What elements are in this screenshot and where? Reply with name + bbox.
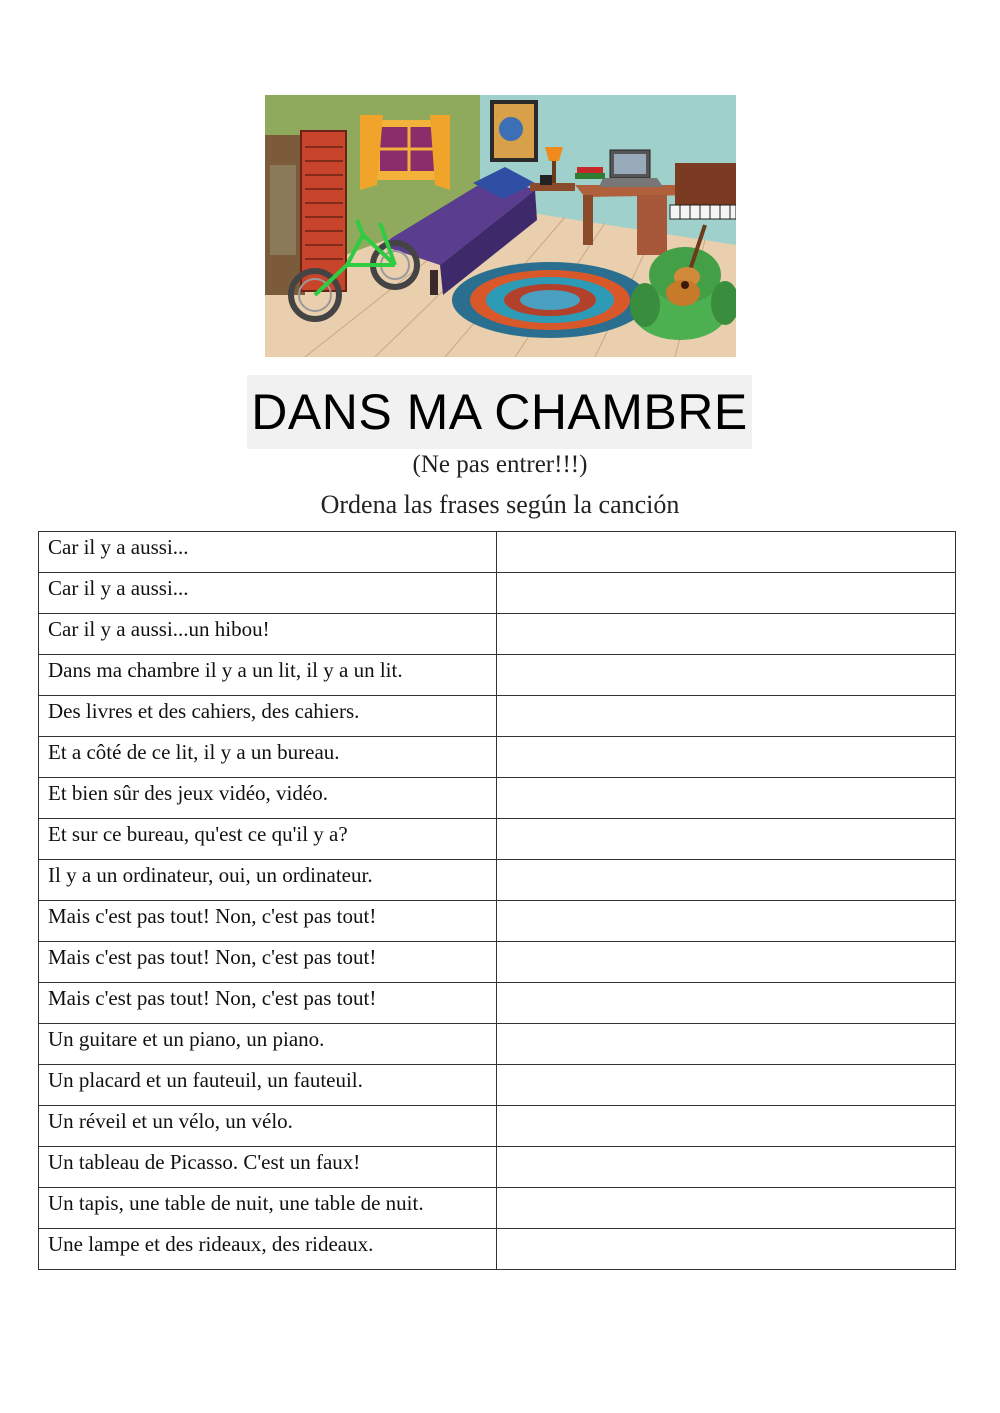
sentence-cell: Il y a un ordinateur, oui, un ordinateur.	[39, 860, 497, 901]
table-row	[39, 696, 956, 737]
sentence-cell: Un guitare et un piano, un piano.	[39, 1024, 497, 1065]
table-row	[39, 1024, 956, 1065]
answer-cell[interactable]	[497, 1147, 956, 1188]
answer-cell[interactable]	[497, 737, 956, 778]
title-background	[247, 375, 752, 449]
table-row	[39, 819, 956, 860]
answer-cell[interactable]	[497, 1188, 956, 1229]
sentence-cell: Et sur ce bureau, qu'est ce qu'il y a?	[39, 819, 497, 860]
sentence-cell: Dans ma chambre il y a un lit, il y a un lit.	[39, 655, 497, 696]
sentence-cell: Mais c'est pas tout! Non, c'est pas tout!	[39, 983, 497, 1024]
answer-cell[interactable]	[497, 655, 956, 696]
sentence-cell: Un tapis, une table de nuit, une table de nuit.	[39, 1188, 497, 1229]
sentence-cell: Un tableau de Picasso. C'est un faux!	[39, 1147, 497, 1188]
sentence-cell: Mais c'est pas tout! Non, c'est pas tout!	[39, 942, 497, 983]
table-row	[39, 901, 956, 942]
table-row	[39, 983, 956, 1024]
answer-cell[interactable]	[497, 983, 956, 1024]
table-row	[39, 532, 956, 573]
table-row	[39, 573, 956, 614]
sentence-cell: Car il y a aussi...	[39, 573, 497, 614]
table-row	[39, 1188, 956, 1229]
sentence-cell: Et bien sûr des jeux vidéo, vidéo.	[39, 778, 497, 819]
table-row	[39, 614, 956, 655]
table-row	[39, 942, 956, 983]
answer-cell[interactable]	[497, 1024, 956, 1065]
sentence-cell: Car il y a aussi...un hibou!	[39, 614, 497, 655]
sentence-order-table	[38, 531, 956, 1270]
table-row	[39, 1147, 956, 1188]
sentence-cell: Mais c'est pas tout! Non, c'est pas tout!	[39, 901, 497, 942]
answer-cell[interactable]	[497, 901, 956, 942]
page-title: DANS MA CHAMBRE	[251, 384, 748, 440]
sentence-cell: Des livres et des cahiers, des cahiers.	[39, 696, 497, 737]
table-row	[39, 860, 956, 901]
table-row	[39, 778, 956, 819]
table-row	[39, 737, 956, 778]
table-row	[39, 1229, 956, 1270]
answer-cell[interactable]	[497, 1065, 956, 1106]
answer-cell[interactable]	[497, 942, 956, 983]
answer-cell[interactable]	[497, 532, 956, 573]
sentence-cell: Un placard et un fauteuil, un fauteuil.	[39, 1065, 497, 1106]
bedroom-illustration	[265, 95, 736, 357]
answer-cell[interactable]	[497, 573, 956, 614]
answer-cell[interactable]	[497, 1106, 956, 1147]
table-row	[39, 1065, 956, 1106]
table-row	[39, 655, 956, 696]
sentence-cell: Car il y a aussi...	[39, 532, 497, 573]
page-subtitle: (Ne pas entrer!!!)	[412, 451, 588, 478]
table-row	[39, 1106, 956, 1147]
exercise-instruction: Ordena las frases según la canción	[320, 490, 680, 519]
answer-cell[interactable]	[497, 860, 956, 901]
answer-cell[interactable]	[497, 1229, 956, 1270]
answer-cell[interactable]	[497, 696, 956, 737]
answer-cell[interactable]	[497, 614, 956, 655]
answer-cell[interactable]	[497, 819, 956, 860]
answer-cell[interactable]	[497, 778, 956, 819]
sentence-cell: Une lampe et des rideaux, des rideaux.	[39, 1229, 497, 1270]
sentence-cell: Un réveil et un vélo, un vélo.	[39, 1106, 497, 1147]
sentence-cell: Et a côté de ce lit, il y a un bureau.	[39, 737, 497, 778]
